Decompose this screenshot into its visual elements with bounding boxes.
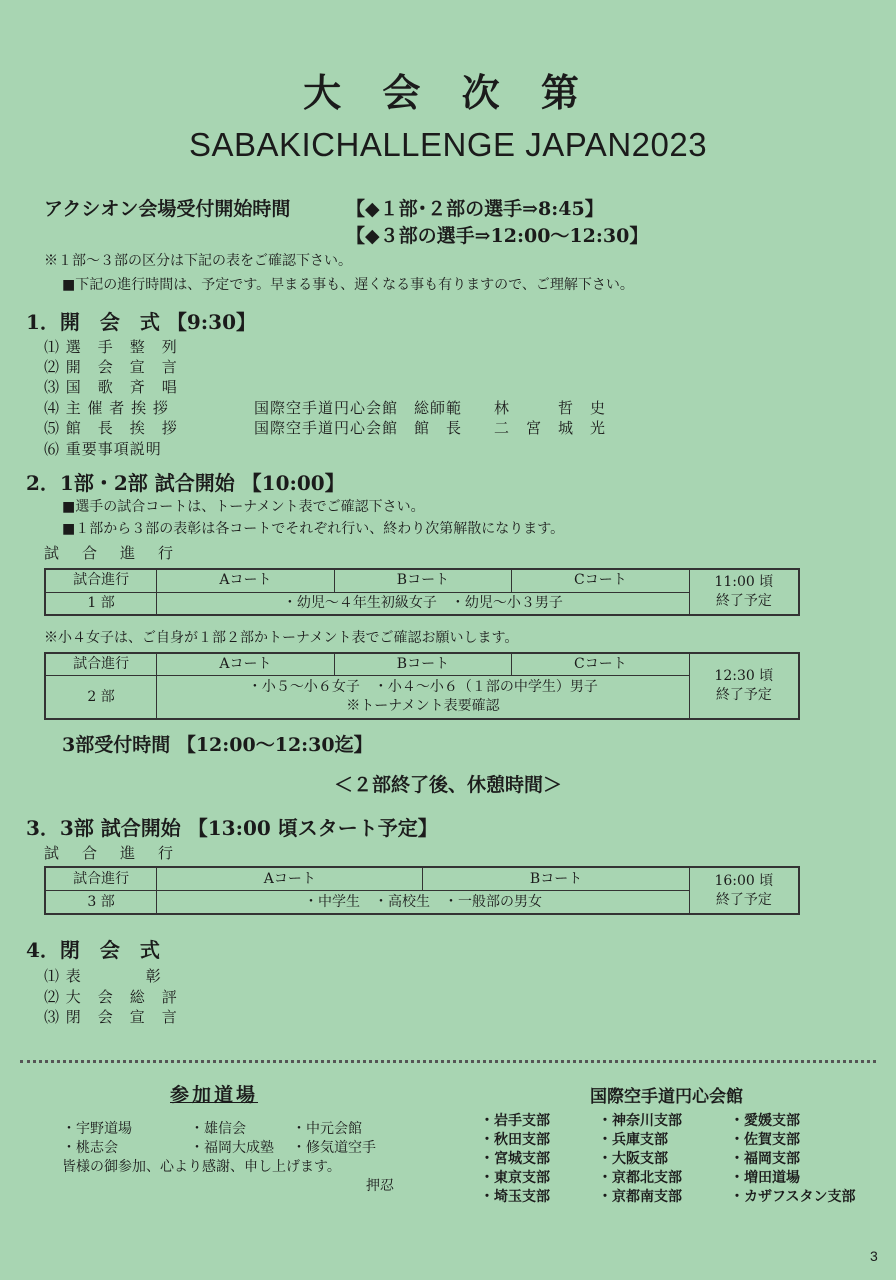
table-header: 試合進行 — [45, 867, 157, 891]
table-header: Aコート — [157, 569, 334, 592]
ceremony-item-detail: 国際空手道円心会館 総師範 林 哲 史 — [254, 399, 607, 417]
reception-time-2: 【◆３部の選手⇒12:00〜12:30】 — [346, 225, 649, 247]
branch-item: ・宮城支部 — [480, 1151, 550, 1167]
division-content: ・幼児〜４年生初級女子 ・幼児〜小３男子 — [157, 592, 689, 615]
note-divisions: ※１部〜３部の区分は下記の表をご確認下さい。 — [44, 253, 352, 269]
end-time: 12:30 頃 — [714, 668, 774, 684]
branch-item: ・福岡支部 — [730, 1151, 800, 1167]
ceremony-item-detail: 国際空手道円心会館 館 長 二 宮 城 光 — [254, 419, 607, 437]
branch-item: ・愛媛支部 — [730, 1113, 800, 1129]
end-time-cell — [689, 653, 799, 719]
end-time-cell — [689, 569, 799, 615]
end-label: 終了予定 — [715, 687, 772, 703]
section2-note: ■１部から３部の表彰は各コートでそれぞれ行い、終わり次第解散になります。 — [62, 521, 565, 537]
branch-item: ・大阪支部 — [598, 1151, 668, 1167]
dojo-item: ・修気道空手 — [292, 1140, 376, 1156]
table-header: Aコート — [157, 653, 334, 676]
division-content: ・中学生 ・高校生 ・一般部の男女 — [157, 891, 689, 915]
end-time: 16:00 頃 — [714, 872, 774, 889]
break-note: ＜２部終了後、休憩時間＞ — [333, 774, 562, 796]
dojo-item: ・福岡大成塾 — [190, 1140, 274, 1156]
reception-time-1: 【◆１部･２部の選手⇒8:45】 — [346, 198, 604, 220]
table-header: Bコート — [334, 653, 511, 676]
end-label: 終了予定 — [715, 593, 772, 609]
signature: 押忍 — [366, 1178, 394, 1194]
dojo-item: ・桃志会 — [62, 1140, 118, 1156]
event-name: SABAKICHALLENGE JAPAN2023 — [188, 126, 708, 163]
ceremony-item: ⑸ 館 長 挨 拶 — [44, 419, 178, 437]
match-progress-label: 試 合 進 行 — [44, 544, 178, 562]
closing-item: ⑶ 閉 会 宣 言 — [44, 1008, 178, 1026]
branch-item: ・神奈川支部 — [598, 1113, 682, 1129]
divider — [20, 1060, 876, 1063]
division-content-note: ※トーナメント表要確認 — [346, 698, 500, 715]
branch-item: ・佐賀支部 — [730, 1132, 800, 1148]
note-schedule: ■下記の進行時間は、予定です。早まる事も、遅くなる事も有りますので、ご理解下さい。 — [62, 277, 634, 293]
org-title: 国際空手道円心会館 — [590, 1087, 743, 1107]
ceremony-item: ⑷ 主 催 者 挨 拶 — [44, 399, 169, 417]
ceremony-item: ⑶ 国 歌 斉 唱 — [44, 378, 178, 396]
division-label: 2 部 — [45, 676, 157, 719]
section4-heading: 4．閉 会 式 — [26, 938, 160, 962]
table-header: Cコート — [512, 653, 689, 676]
branch-item: ・埼玉支部 — [480, 1189, 550, 1205]
branch-item: ・岩手支部 — [480, 1113, 550, 1129]
division-label: 3 部 — [45, 891, 157, 915]
section2-note: ■選手の試合コートは、トーナメント表でご確認下さい。 — [62, 499, 425, 515]
page-number: 3 — [870, 1248, 878, 1264]
table-header: Cコート — [512, 569, 689, 592]
page-title: 大 会 次 第 — [303, 70, 593, 115]
note-grade4-girls: ※小４女子は、ご自身が１部２部かトーナメント表でご確認お願いします。 — [44, 630, 519, 646]
reception-label: アクシオン会場受付開始時間 — [44, 198, 291, 220]
branch-item: ・増田道場 — [730, 1170, 800, 1186]
closing-item: ⑴ 表 彰 — [44, 967, 162, 985]
table-header: 試合進行 — [45, 569, 157, 592]
dojo-item: ・宇野道場 — [62, 1121, 132, 1137]
division-label: 1 部 — [45, 592, 157, 615]
schedule-table-1 — [44, 568, 800, 616]
section3-heading: 3．3部 試合開始 【13:00 頃スタート予定】 — [26, 816, 438, 840]
table-header: Aコート — [157, 867, 423, 891]
branch-item: ・東京支部 — [480, 1170, 550, 1186]
dojo-item: ・中元会館 — [292, 1121, 362, 1137]
table-header: Bコート — [423, 867, 689, 891]
closing-item: ⑵ 大 会 総 評 — [44, 988, 178, 1006]
section1-heading: 1．開 会 式 【9:30】 — [26, 310, 257, 334]
branch-item: ・カザフスタン支部 — [730, 1189, 856, 1205]
branch-item: ・京都南支部 — [598, 1189, 682, 1205]
division3-reception: 3部受付時間 【12:00〜12:30迄】 — [62, 734, 373, 756]
schedule-table-3 — [44, 866, 800, 915]
division-content — [157, 676, 689, 719]
branch-item: ・京都北支部 — [598, 1170, 682, 1186]
match-progress-label: 試 合 進 行 — [44, 844, 178, 862]
ceremony-item: ⑵ 開 会 宣 言 — [44, 358, 178, 376]
branch-item: ・兵庫支部 — [598, 1132, 668, 1148]
table-header: Bコート — [334, 569, 511, 592]
ceremony-item: ⑹ 重要事項説明 — [44, 440, 162, 458]
end-time-cell — [689, 867, 799, 914]
branch-item: ・秋田支部 — [480, 1132, 550, 1148]
table-header: 試合進行 — [45, 653, 157, 676]
end-time: 11:00 頃 — [714, 574, 774, 590]
section2-heading: 2．1部・2部 試合開始 【10:00】 — [26, 471, 345, 495]
thanks-message: 皆様の御参加、心より感謝、申し上げます。 — [62, 1159, 341, 1175]
end-label: 終了予定 — [715, 891, 772, 908]
dojo-item: ・雄信会 — [190, 1121, 246, 1137]
ceremony-item: ⑴ 選 手 整 列 — [44, 338, 178, 356]
dojos-title: 参加道場 — [170, 1084, 259, 1106]
schedule-table-2 — [44, 652, 800, 720]
division-content-line: ・小５〜小６女子 ・小４〜小６（１部の中学生）男子 — [247, 679, 598, 696]
